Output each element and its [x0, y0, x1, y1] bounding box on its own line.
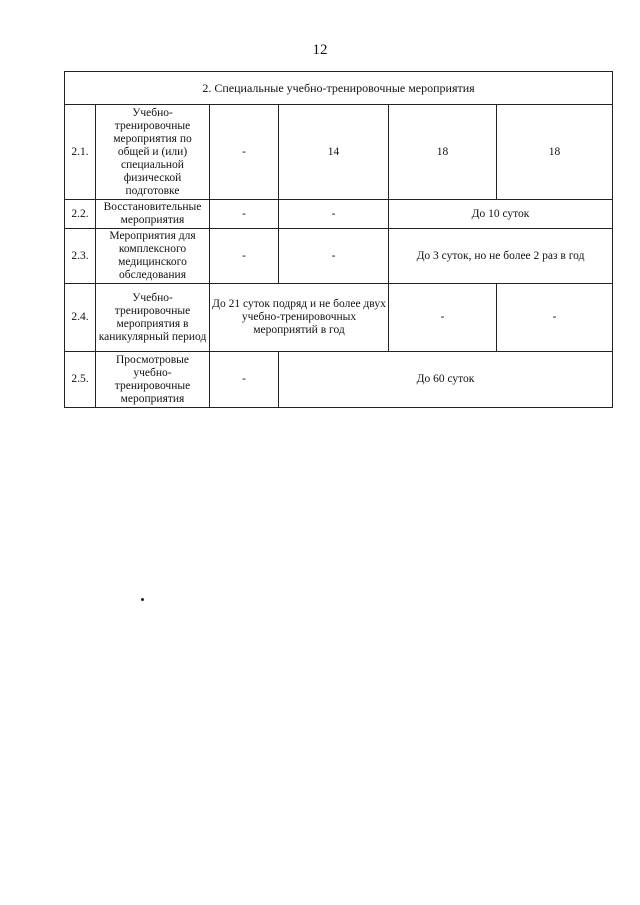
cell: - [210, 229, 279, 284]
page-number: 12 [312, 42, 328, 58]
cell: - [497, 284, 613, 352]
cell: 18 [497, 105, 613, 200]
cell: - [210, 352, 279, 408]
section-title: 2. Специальные учебно-тренировочные мероприятия [65, 72, 613, 105]
row-number: 2.2. [65, 200, 96, 229]
cell: - [210, 200, 279, 229]
cell: - [210, 105, 279, 200]
row-name: Учебно-тренировочные мероприятия в каникулярный период [96, 284, 210, 352]
row-name: Учебно-тренировочные мероприятия по общей и (или) специальной физической подготовке [96, 105, 210, 200]
table-row [65, 284, 613, 352]
row-name: Восстановительные мероприятия [96, 200, 210, 229]
row-number: 2.1. [65, 105, 96, 200]
cell: До 10 суток [389, 200, 613, 229]
cell: До 60 суток [279, 352, 613, 408]
cell: - [279, 200, 389, 229]
cell: - [389, 284, 497, 352]
cell: До 3 суток, но не более 2 раз в год [389, 229, 613, 284]
table-row [65, 229, 613, 284]
cell: 18 [389, 105, 497, 200]
cell: До 21 суток подряд и не более двух учебно-тренировочных мероприятий в год [210, 284, 389, 352]
row-name: Мероприятия для комплексного медицинского обследования [96, 229, 210, 284]
table-row [65, 352, 613, 408]
stray-mark [141, 598, 144, 601]
row-name: Просмотровые учебно-тренировочные мероприятия [96, 352, 210, 408]
section-header-row [65, 72, 613, 105]
table-row [65, 105, 613, 200]
table-row [65, 200, 613, 229]
cell: 14 [279, 105, 389, 200]
training-events-table [64, 71, 613, 408]
cell: - [279, 229, 389, 284]
row-number: 2.4. [65, 284, 96, 352]
row-number: 2.5. [65, 352, 96, 408]
row-number: 2.3. [65, 229, 96, 284]
